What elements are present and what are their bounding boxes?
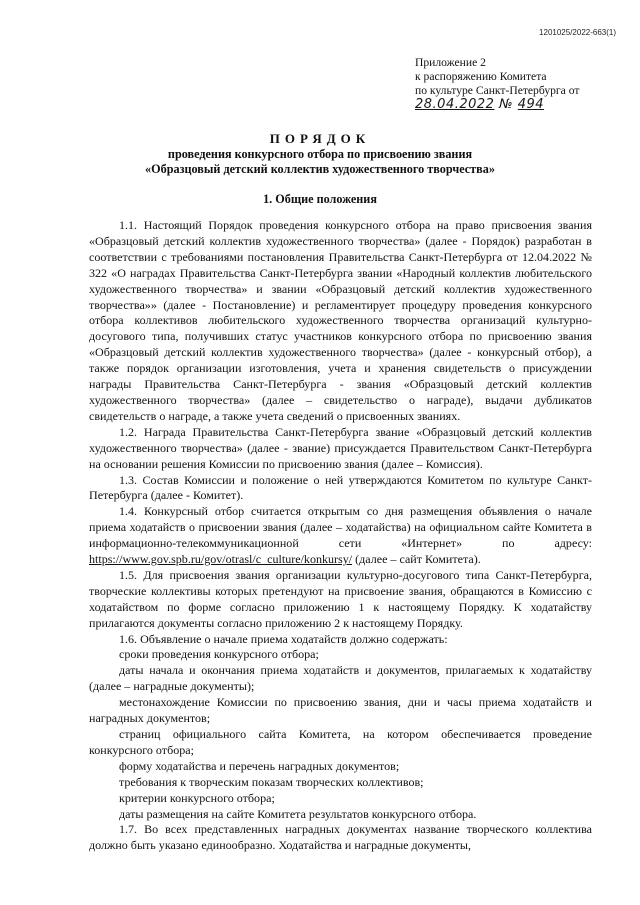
- list-item: критерии конкурсного отбора;: [119, 790, 275, 805]
- list-item: местонахождение Комиссии по присвоению звания, дни и часы приема ходатайств и наградных документов;: [89, 695, 592, 726]
- document-body: [89, 218, 592, 854]
- list-item: даты начала и окончания приема ходатайств и документов, прилагаемых к ходатайству (далее – наградные документы);: [89, 663, 592, 694]
- appendix-header: [415, 56, 615, 112]
- appendix-line-3: по культуре Санкт-Петербурга от: [415, 84, 580, 97]
- paragraph-1-2: 1.2. Награда Правительства Санкт-Петербурга звание «Образцовый детский коллектив художественного творчества» (далее - звание) присуждается Правительством Санкт-Петербурга на основании решения Комиссии по присвоению звания (далее – Комиссия).: [89, 424, 592, 471]
- subtitle-line-1: проведения конкурсного отбора по присвоению звания: [167, 147, 473, 161]
- section-heading-general: 1. Общие положения: [263, 192, 377, 206]
- paragraph-1-5: 1.5. Для присвоения звания организации культурно-досугового типа Санкт-Петербурга, творческие коллективы которых претендуют на присвоение звания, обращаются в Комиссию с ходатайством по форме согласно приложению 1 к настоящему Порядку. К ходатайству прилагаются документы согласно приложению 2 к настоящему Порядку.: [89, 567, 592, 630]
- document-registration-number: 1201025/2022-663(1): [539, 28, 616, 37]
- paragraph-1-7: 1.7. Во всех представленных наградных документах название творческого коллектива должно быть указано единообразно. Ходатайства и наградные документы,: [89, 822, 592, 853]
- paragraph-1-4-tail: (далее – сайт Комитета).: [352, 552, 481, 567]
- appendix-date-number: [415, 98, 615, 112]
- list-item: требования к творческим показам творческих коллективов;: [119, 774, 424, 789]
- appendix-line-2: к распоряжению Комитета: [415, 70, 547, 83]
- list-item: даты размещения на сайте Комитета результатов конкурсного отбора.: [119, 806, 477, 821]
- document-title: ПОРЯДОК: [269, 131, 371, 146]
- paragraph-1-1: 1.1. Настоящий Порядок проведения конкурсного отбора на право присвоения звания «Образцовый детский коллектив художественного творчества» (далее - Порядок) разработан в соответствии с требованиями постановления Правительства Санкт-Петербурга от 12.04.2022 № 322 «О наградах Правительства Санкт-Петербурга звании «Народный коллектив любительского художественного творчества» и звании «Образцовый детский коллектив художественного творчества»» (далее - Постановление) и регламентирует процедуру проведения конкурсного отбора коллективов любительского художественного творчества организаций культурно-досугового типа, получивших статус участников конкурсного отбора по присвоению звания «Образцовый детский коллектив художественного творчества» (далее - конкурсный отбор), а также порядок организации изготовления, учета и хранения свидетельств о присуждении награды Правительства Санкт-Петербурга - звания «Образцовый детский коллектив художественного творчества» (далее – свидетельство о награде), выдачи дубликатов свидетельств о награде, а также учета сведений о присвоенных званиях.: [89, 218, 592, 423]
- list-item: форму ходатайства и перечень наградных документов;: [119, 758, 400, 773]
- subtitle-line-2: «Образцовый детский коллектив художественного творчества»: [145, 162, 495, 176]
- appendix-number-sign: №: [499, 97, 514, 112]
- paragraph-1-4-text: 1.4. Конкурсный отбор считается открытым со дня размещения объявления о начале приема ходатайств о присвоении звания (далее – ходатайства) на официальном сайте Комитета в информационно-телекоммуникационной сети «Интернет» по адресу:: [89, 504, 592, 551]
- appendix-line-1: Приложение 2: [415, 56, 486, 69]
- paragraph-1-3: 1.3. Состав Комиссии и положение о ней утверждаются Комитетом по культуре Санкт-Петербурга (далее - Комитет).: [89, 472, 592, 503]
- appendix-number: 494: [517, 97, 545, 112]
- document-subtitle: [0, 147, 640, 177]
- paragraph-1-6: 1.6. Объявление о начале приема ходатайств должно содержать:: [119, 631, 448, 646]
- list-item: сроки проведения конкурсного отбора;: [119, 647, 319, 662]
- paragraph-1-4: [89, 504, 592, 568]
- committee-site-link[interactable]: https://www.gov.spb.ru/gov/otrasl/c_culture/konkursy/: [89, 552, 353, 567]
- appendix-date: 28.04.2022: [415, 97, 495, 112]
- list-item: страниц официального сайта Комитета, на котором обеспечивается проведение конкурсного отбора;: [89, 727, 592, 757]
